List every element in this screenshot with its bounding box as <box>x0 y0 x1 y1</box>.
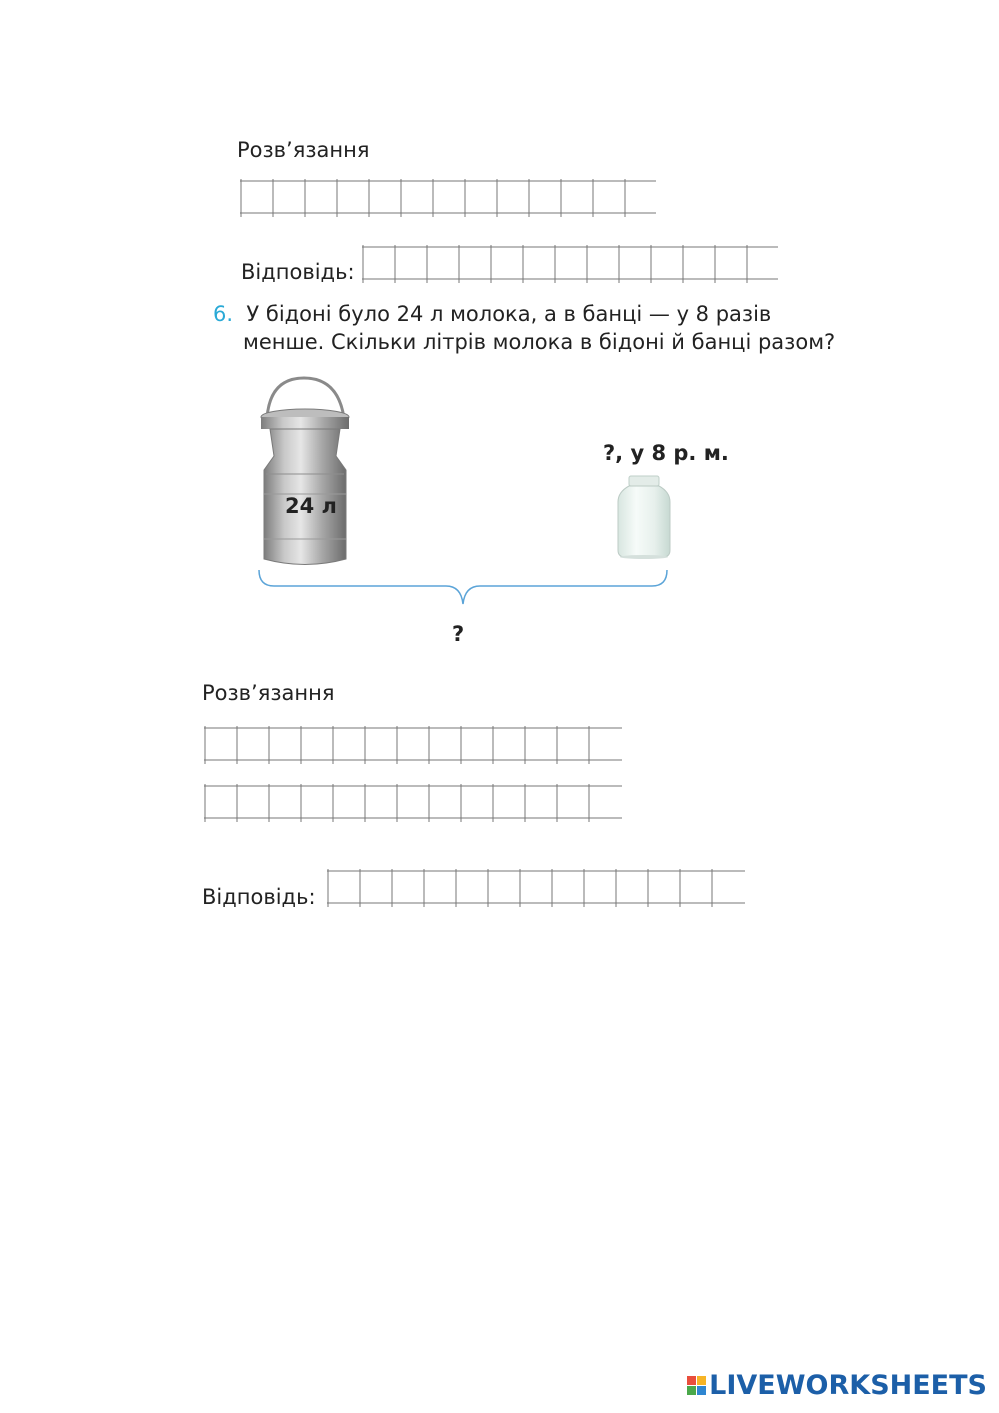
answer-label-1: Відповідь: <box>241 260 355 284</box>
logo-mark-icon <box>687 1376 706 1395</box>
milk-can-image <box>250 374 360 578</box>
total-label: ? <box>452 622 465 646</box>
jar-label: ?, у 8 р. м. <box>603 441 729 465</box>
answer-label-2: Відповідь: <box>202 885 316 909</box>
solution-label-1: Розв’язання <box>237 138 370 162</box>
task-text-1: У бідоні було 24 л молока, а в банці — у 8 разів <box>246 302 772 326</box>
answer-cells[interactable] <box>327 869 747 907</box>
can-label: 24 л <box>285 494 337 518</box>
total-brace <box>256 568 672 614</box>
task-text-2: менше. Скільки літрів молока в бідоні й банці разом? <box>243 330 836 354</box>
task-6-line-1 <box>213 300 771 328</box>
liveworksheets-logo[interactable] <box>687 1370 987 1401</box>
answer-cells[interactable] <box>240 179 658 217</box>
solution-grid-1[interactable] <box>240 179 658 217</box>
solution-grid-2b[interactable] <box>204 784 624 822</box>
answer-grid-1[interactable] <box>362 245 780 283</box>
answer-cells[interactable] <box>204 726 624 764</box>
solution-label-2: Розв’язання <box>202 681 335 705</box>
glass-jar-image <box>615 474 673 564</box>
task-number: 6. <box>213 302 234 326</box>
answer-cells[interactable] <box>362 245 780 283</box>
brand-name: LIVEWORKSHEETS <box>709 1370 987 1401</box>
solution-grid-2a[interactable] <box>204 726 624 764</box>
answer-cells[interactable] <box>204 784 624 822</box>
answer-grid-2[interactable] <box>327 869 747 907</box>
